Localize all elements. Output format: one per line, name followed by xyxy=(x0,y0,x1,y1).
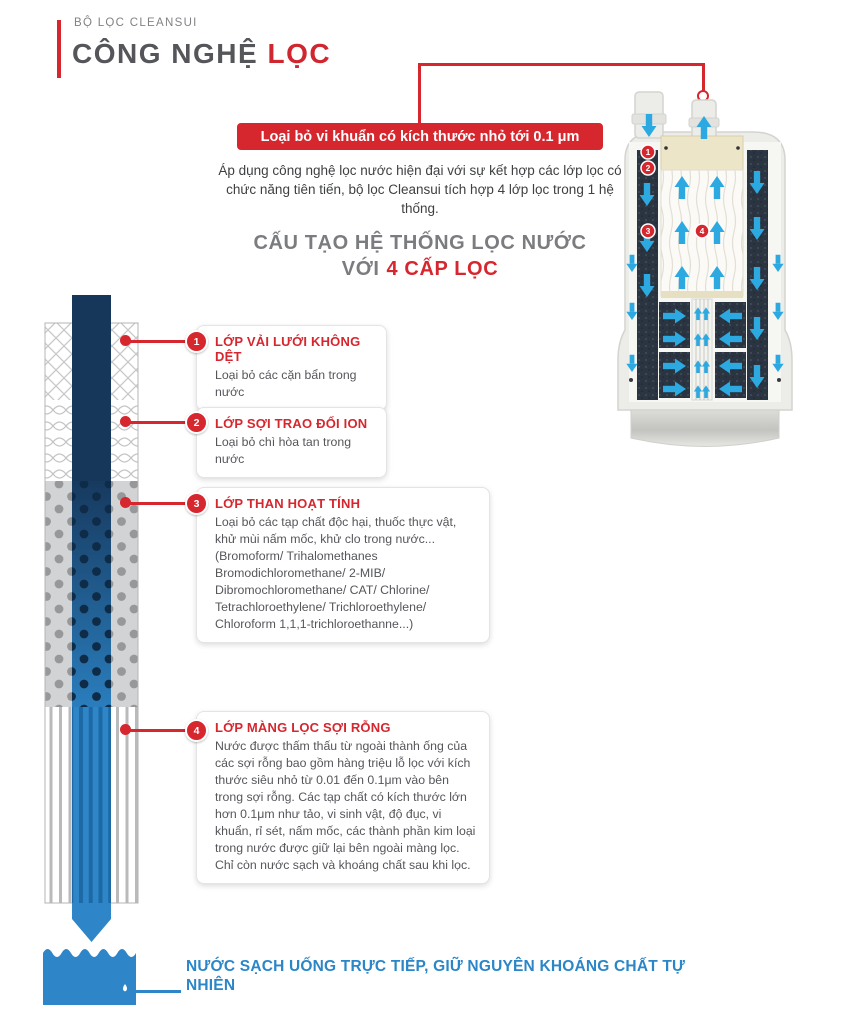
section-heading-accent: 4 CẤP LỌC xyxy=(386,258,499,280)
footer-text: NƯỚC SẠCH UỐNG TRỰC TIẾP, GIỮ NGUYÊN KHOÁNG CHẤT TỰ NHIÊN xyxy=(186,958,686,994)
micron-banner: Loại bỏ vi khuẩn có kích thước nhỏ tới 0.1 μm xyxy=(237,123,603,150)
layer-title-3: LỚP THAN HOẠT TÍNH xyxy=(215,496,361,511)
layer-description-3: Loại bỏ các tạp chất độc hại, thuốc thực vật, khử mùi nấm mốc, khử clo trong nước... (Bromoform/ Trihalomethanes Bromodichloromethane/ 2-MIB/ Dibromochloromethane/ CAT/ Chlorine/ Tetrachloroethylene/ Trichloroethylene/ Chloroform 1,1,1-trichloroethanne...) xyxy=(215,515,457,631)
layer-number-badge-3: 3 xyxy=(185,492,208,515)
layer-description-2: Loại bỏ chì hòa tan trong nước xyxy=(215,435,352,466)
svg-text:4: 4 xyxy=(699,226,705,236)
layer-callout-2 xyxy=(196,407,387,478)
water-flow-bar xyxy=(72,295,111,903)
page-title-main: CÔNG NGHỆ xyxy=(72,38,259,69)
svg-text:3: 3 xyxy=(645,226,651,236)
bolt-right xyxy=(777,378,781,382)
filter-column-illustration xyxy=(40,290,143,952)
intro-paragraph: Áp dụng công nghệ lọc nước hiện đại với sự kết hợp các lớp lọc có chức năng tiên tiến, bộ lọc Cleansui tích hợp 4 lớp lọc trong 1 hệ thống. xyxy=(218,163,622,216)
layer-title-2: LỚP SỢI TRAO ĐỔI ION xyxy=(215,416,368,431)
cartridge-marker-1 xyxy=(641,145,655,159)
cartridge-illustration xyxy=(595,78,853,480)
page-title-accent: LỌC xyxy=(267,38,332,69)
page-title xyxy=(72,38,331,70)
svg-text:2: 2 xyxy=(645,163,651,173)
section-heading-line1: CẤU TẠO HỆ THỐNG LỌC NƯỚC xyxy=(253,232,587,254)
layer-callout-1 xyxy=(196,325,387,411)
section-heading-prefix: VỚI xyxy=(341,258,380,280)
layer-number-badge-4: 4 xyxy=(185,719,208,742)
layer-description-1: Loại bỏ các cặn bẩn trong nước xyxy=(215,368,357,399)
cartridge-marker-2 xyxy=(641,161,655,175)
layer-callout-4 xyxy=(196,711,490,884)
section-heading xyxy=(180,232,660,281)
bolt-left xyxy=(629,378,633,382)
banner-connector-vertical xyxy=(418,63,421,123)
eyebrow-label: BỘ LỌC CLEANSUI xyxy=(74,17,198,29)
down-arrow-icon xyxy=(72,903,111,942)
center-channel xyxy=(692,299,712,400)
clean-water-box xyxy=(43,944,136,1008)
housing-base xyxy=(631,410,779,447)
fiber-bundle xyxy=(661,136,743,298)
svg-text:1: 1 xyxy=(645,147,651,157)
section-heading-line2 xyxy=(180,258,660,281)
layer-callout-3 xyxy=(196,487,490,643)
layer-description-4: Nước được thấm thấu từ ngoài thành ống của các sợi rỗng bao gồm hàng triệu lỗ lọc với kích thước siêu nhỏ từ 0.01 đến 0.1μm vào bên trong sợi rỗng. Các tạp chất có kích thước lớn hơn 0.1μm như tảo, vi sinh vật, độ đục, vi khuẩn, rỉ sét, nấm mốc, các thành phần kim loại trong nước được giữ lại bên ngoài màng lọc. Chỉ còn nước sạch và khoáng chất sau khi lọc. xyxy=(215,739,476,872)
layer-number-badge-1: 1 xyxy=(185,330,208,353)
cartridge-marker-3 xyxy=(641,224,655,238)
water-connector-line xyxy=(131,990,181,993)
layer-title-4: LỚP MÀNG LỌC SỢI RỖNG xyxy=(215,720,391,735)
layer-title-1: LỚP VẢI LƯỚI KHÔNG DỆT xyxy=(215,334,361,364)
header-accent-bar xyxy=(57,20,61,78)
cartridge-marker-4 xyxy=(695,224,709,238)
layer-number-badge-2: 2 xyxy=(185,411,208,434)
banner-connector-horizontal xyxy=(418,63,705,66)
